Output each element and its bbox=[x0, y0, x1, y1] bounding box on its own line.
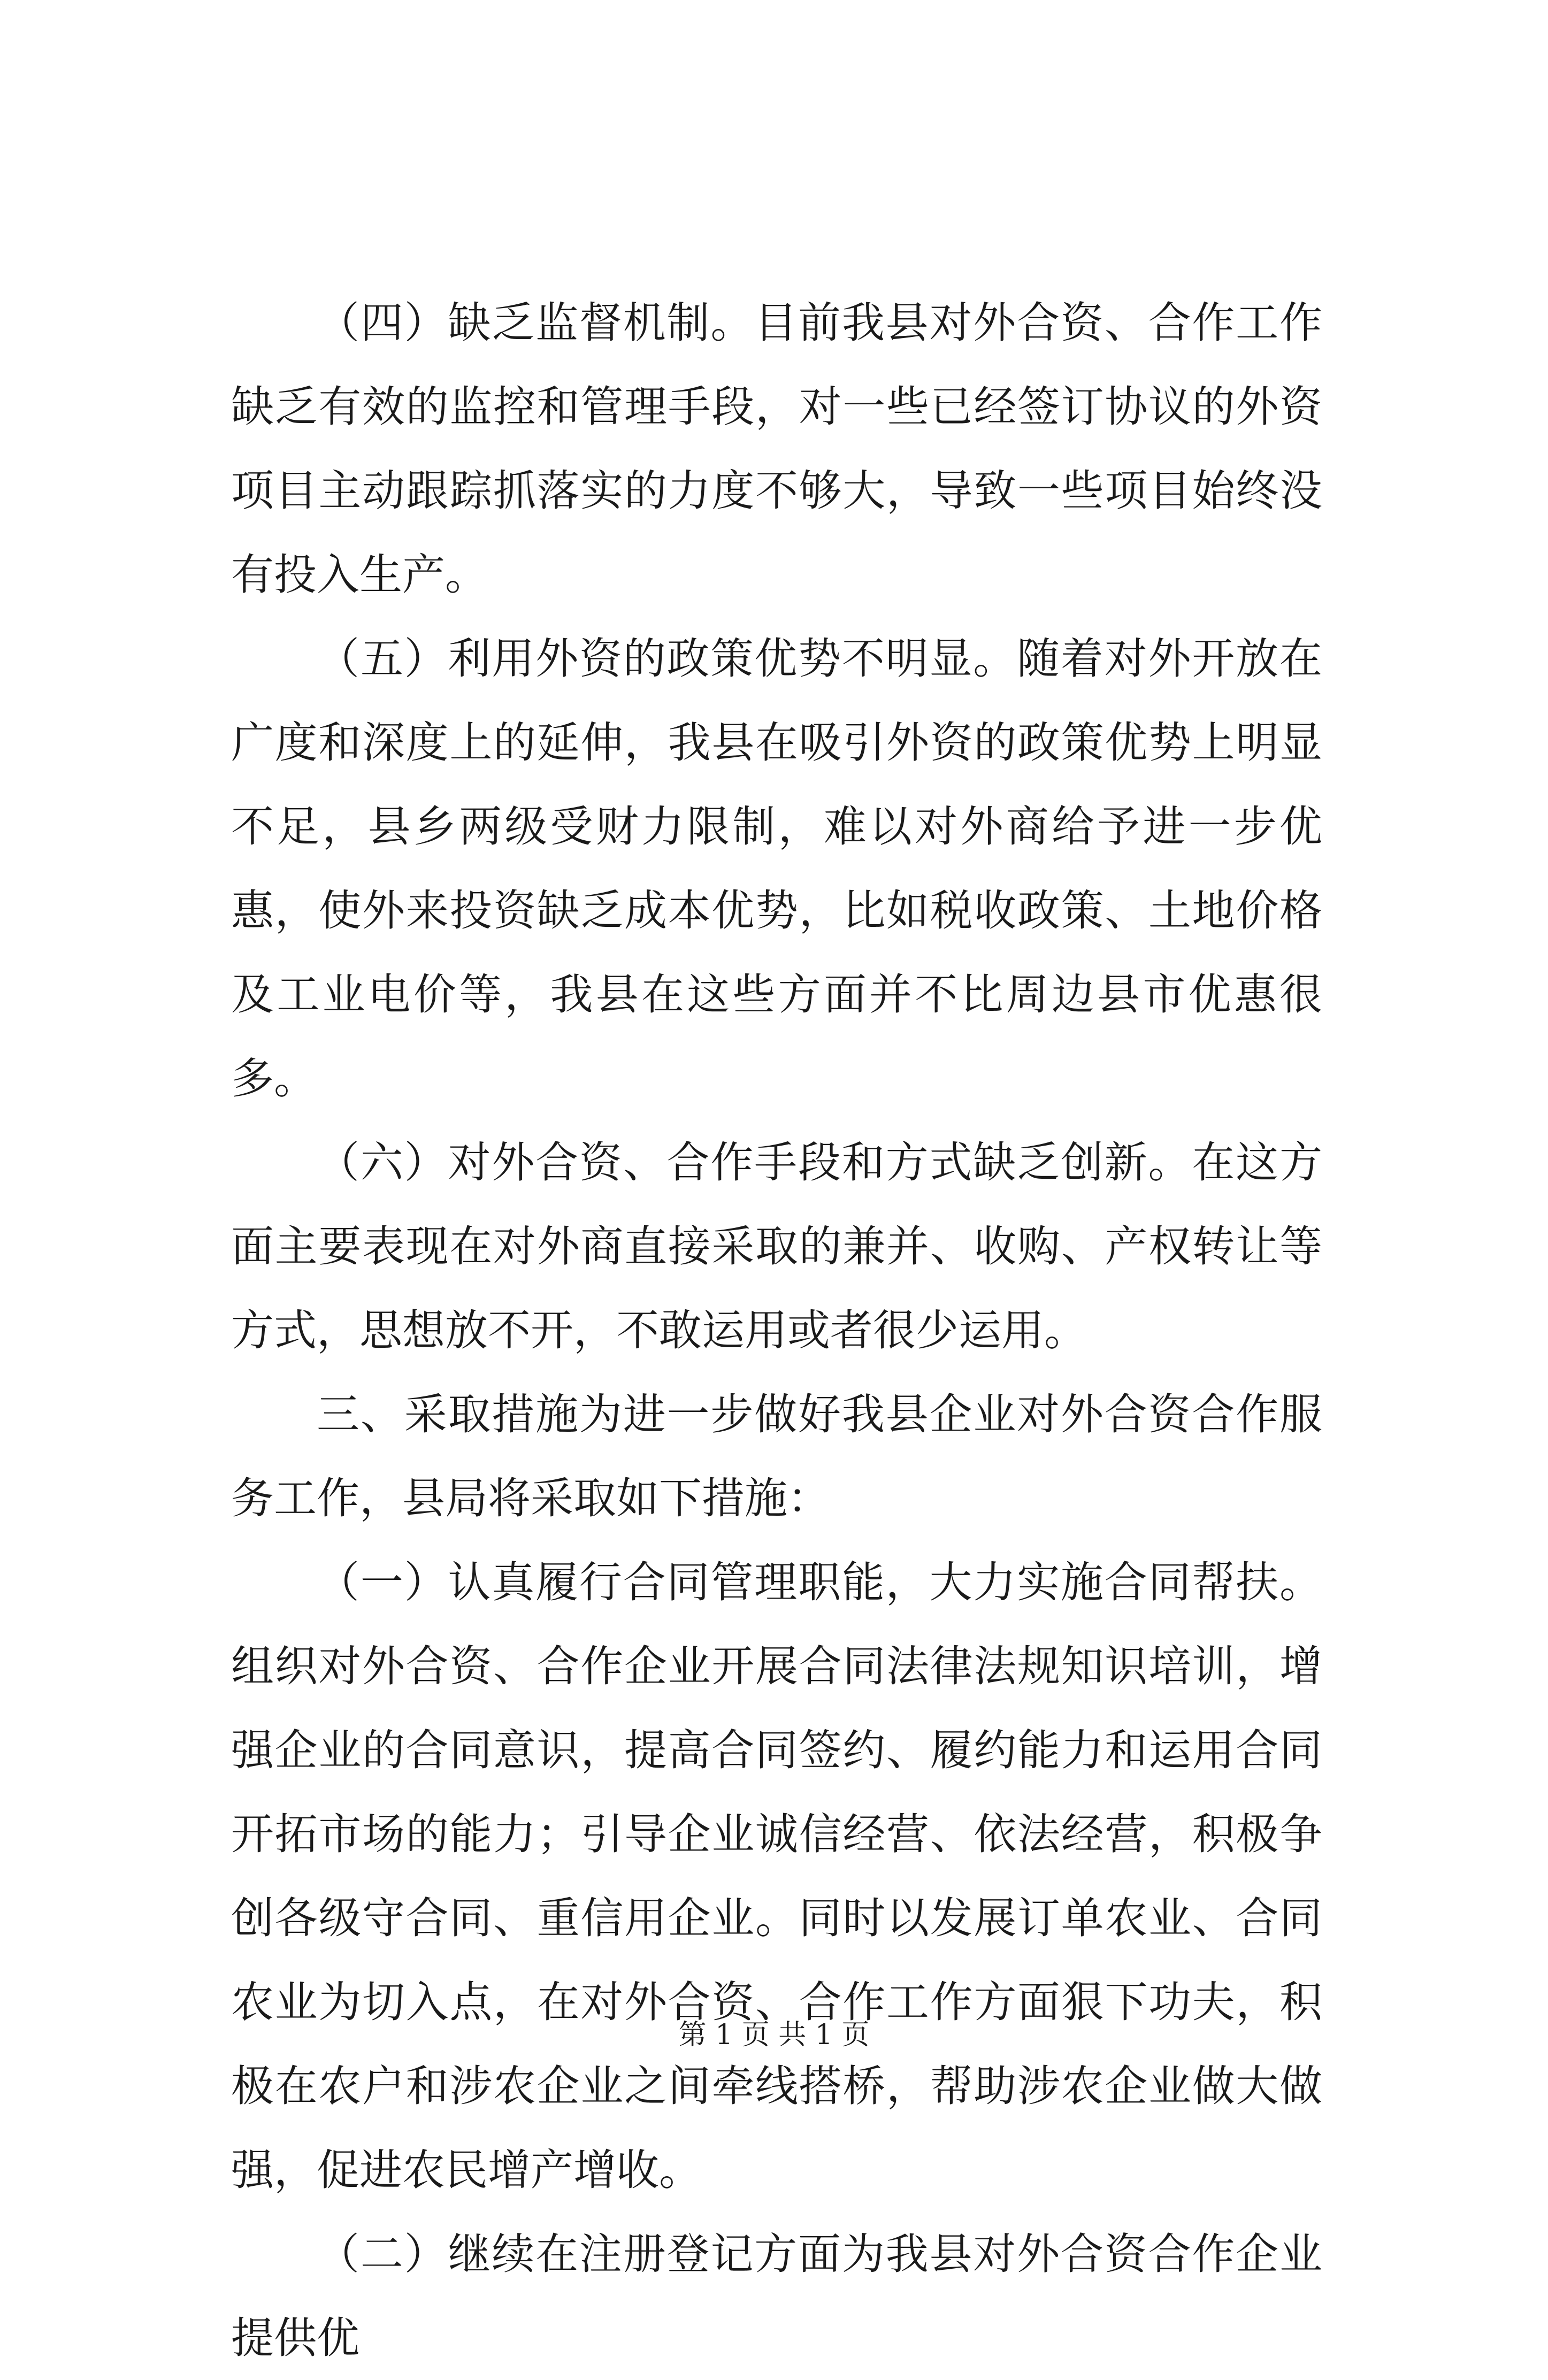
paragraph-supervision: （四）缺乏监督机制。目前我县对外合资、合作工作缺乏有效的监控和管理手段，对一些已经签订协议的外资项目主动跟踪抓落实的力度不够大，导致一些项目始终没有投入生产。 bbox=[231, 298, 1322, 600]
paragraph-registration: （二）继续在注册登记方面为我县对外合资合作企业提供优 bbox=[231, 2229, 1322, 2363]
paragraph-contract-management: （一）认真履行合同管理职能，大力实施合同帮扶。组织对外合资、合作企业开展合同法律法规知识培训，增强企业的合同意识，提高合同签约、履约能力和运用合同开拓市场的能力；引导企业诚信经营、依法经营，积极争创各级守合同、重信用企业。同时以发展订单农业、合同农业为切入点，在对外合资、合作工作方面狠下功夫，积极在农户和涉农企业之间牵线搭桥，帮助涉农企业做大做强，促进农民增产增收。 bbox=[231, 1557, 1322, 2195]
page-footer: 第 1 页 共 1 页 bbox=[678, 2019, 870, 2051]
paragraph-policy-advantage: （五）利用外资的政策优势不明显。随着对外开放在广度和深度上的延伸，我县在吸引外资的政策优势上明显不足，县乡两级受财力限制，难以对外商给予进一步优惠，使外来投资缺乏成本优势，比如税收政策、土地价格及工业电价等，我县在这些方面并不比周边县市优惠很多。 bbox=[231, 634, 1322, 1103]
document-body bbox=[231, 281, 1322, 2380]
paragraph-innovation: （六）对外合资、合作手段和方式缺乏创新。在这方面主要表现在对外商直接采取的兼并、收购、产权转让等方式，思想放不开，不敢运用或者很少运用。 bbox=[231, 1138, 1322, 1355]
paragraph-measures-heading: 三、采取措施为进一步做好我县企业对外合资合作服务工作，县局将采取如下措施： bbox=[231, 1389, 1322, 1523]
